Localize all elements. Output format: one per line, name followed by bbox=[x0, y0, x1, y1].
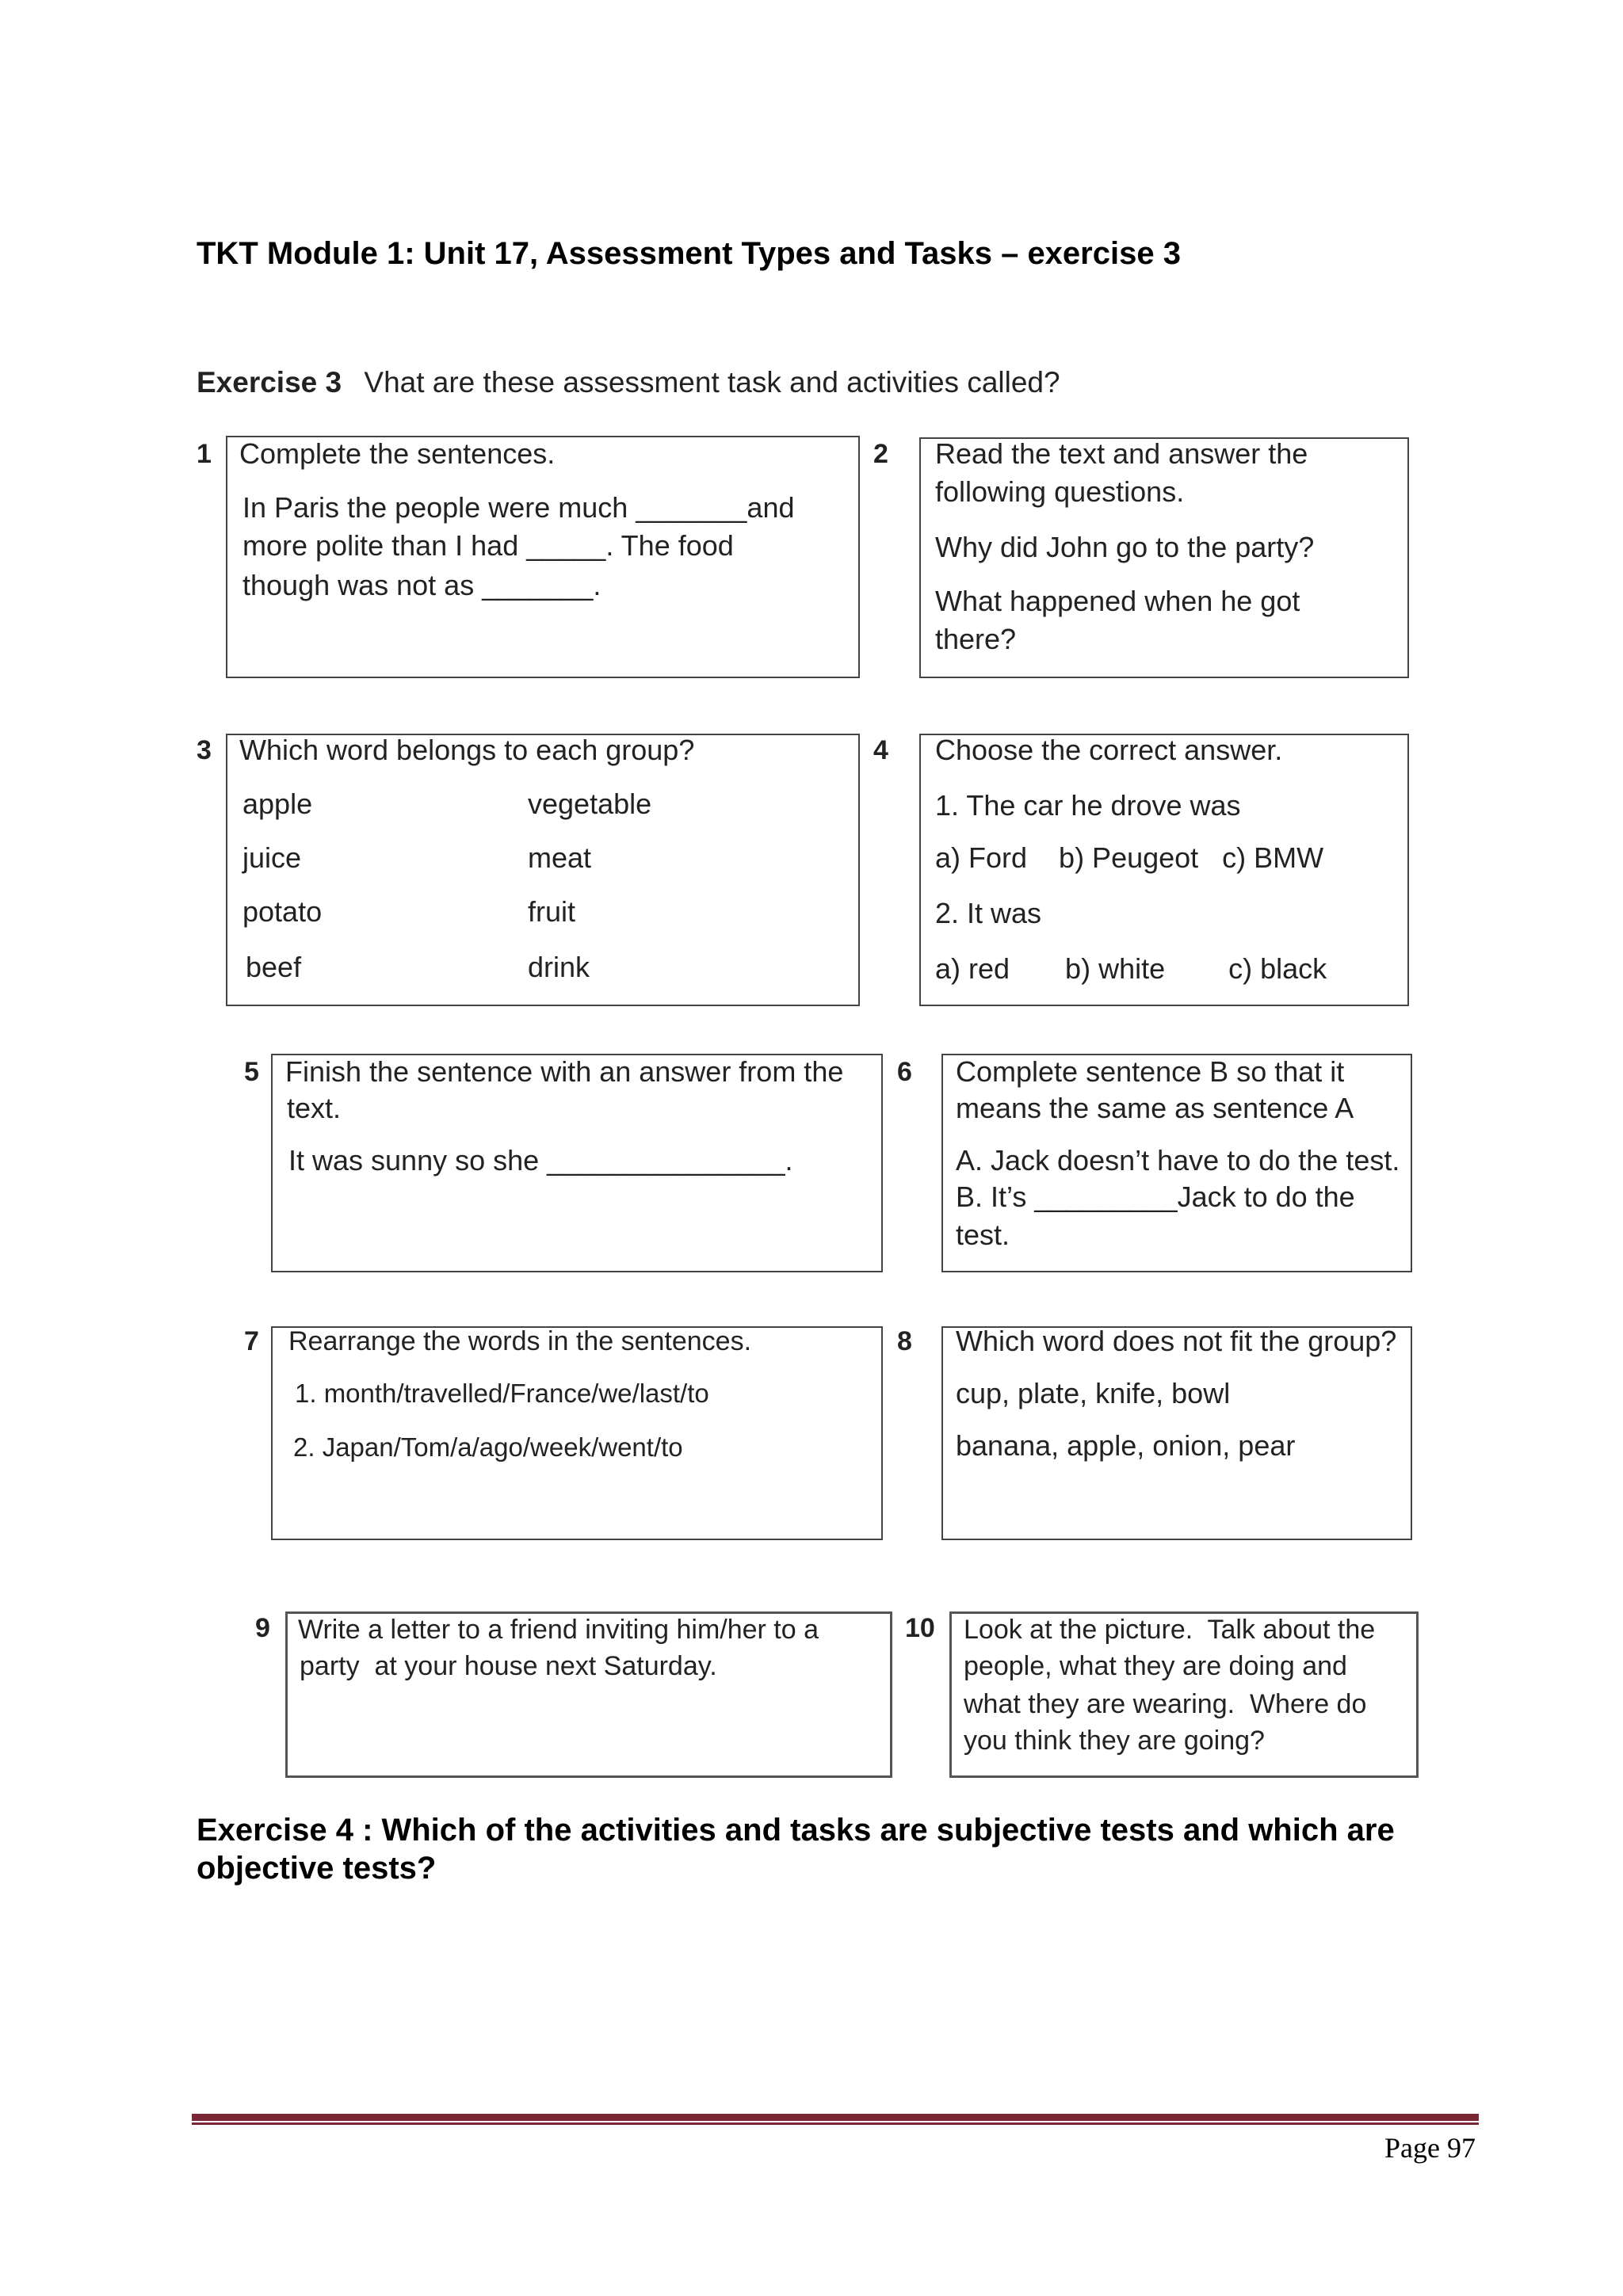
item-number: 1 bbox=[197, 439, 212, 469]
item-number: 7 bbox=[244, 1326, 259, 1356]
word-right: meat bbox=[528, 841, 592, 874]
exercise-4-line-2: objective tests? bbox=[197, 1851, 437, 1886]
page-title: TKT Module 1: Unit 17, Assessment Types and Tasks – exercise 3 bbox=[197, 236, 1181, 271]
exercise-3-question: Vhat are these assessment task and activities called? bbox=[364, 366, 1060, 399]
task-line: text. bbox=[287, 1092, 342, 1124]
task-line: Finish the sentence with an answer from the bbox=[285, 1055, 844, 1088]
item-number: 5 bbox=[244, 1057, 259, 1087]
exercise-3-label: Exercise 3 bbox=[197, 366, 342, 399]
task-line: 1. The car he drove was bbox=[935, 789, 1241, 822]
task-line: test. bbox=[956, 1219, 1010, 1251]
task-line: It was sunny so she _______________. bbox=[288, 1144, 793, 1177]
task-line: Which word belongs to each group? bbox=[239, 734, 695, 766]
word-left: potato bbox=[242, 895, 323, 928]
footer-rule bbox=[192, 2114, 1479, 2121]
item-number: 8 bbox=[897, 1326, 912, 1356]
page-number: Page 97 bbox=[1384, 2132, 1476, 2164]
word-right: vegetable bbox=[528, 788, 652, 820]
task-line: you think they are going? bbox=[964, 1726, 1265, 1756]
word-left: beef bbox=[246, 951, 302, 983]
task-line: party at your house next Saturday. bbox=[300, 1651, 717, 1681]
task-line: Choose the correct answer. bbox=[935, 734, 1283, 766]
task-line: 1. month/travelled/France/we/last/to bbox=[295, 1379, 709, 1408]
word-right: drink bbox=[528, 951, 590, 983]
task-line: Rearrange the words in the sentences. bbox=[288, 1326, 752, 1356]
task-line: more polite than I had _____. The food bbox=[242, 529, 734, 562]
task-line: What happened when he got bbox=[935, 585, 1300, 617]
task-line: B. It’s _________Jack to do the bbox=[956, 1180, 1355, 1213]
task-line: Read the text and answer the bbox=[935, 437, 1308, 470]
task-line: 2. It was bbox=[935, 897, 1042, 929]
task-line: Which word does not fit the group? bbox=[956, 1325, 1397, 1357]
task-line: Complete sentence B so that it bbox=[956, 1055, 1345, 1088]
task-line: A. Jack doesn’t have to do the test. bbox=[956, 1144, 1400, 1177]
item-number: 10 bbox=[905, 1613, 935, 1643]
task-line: banana, apple, onion, pear bbox=[956, 1429, 1296, 1462]
task-line: following questions. bbox=[935, 475, 1185, 508]
task-line: cup, plate, knife, bowl bbox=[956, 1377, 1231, 1409]
task-line: what they are wearing. Where do bbox=[964, 1689, 1367, 1719]
task-line: though was not as _______. bbox=[242, 569, 601, 601]
task-line: Why did John go to the party? bbox=[935, 531, 1315, 563]
task-line: a) red b) white c) black bbox=[935, 952, 1327, 985]
task-line: Look at the picture. Talk about the bbox=[964, 1615, 1376, 1645]
exercise-3-intro bbox=[197, 366, 1060, 399]
word-left: apple bbox=[242, 788, 313, 820]
task-line: Write a letter to a friend inviting him/her to a bbox=[298, 1615, 819, 1645]
word-left: juice bbox=[242, 841, 302, 874]
task-line: people, what they are doing and bbox=[964, 1651, 1347, 1681]
task-line: In Paris the people were much _______and bbox=[242, 491, 795, 524]
item-number: 4 bbox=[873, 735, 888, 765]
task-line: Complete the sentences. bbox=[239, 437, 556, 470]
item-number: 2 bbox=[873, 439, 888, 469]
item-number: 9 bbox=[255, 1613, 270, 1643]
task-line: 2. Japan/Tom/a/ago/week/went/to bbox=[293, 1432, 683, 1462]
footer-rule-thin bbox=[192, 2122, 1479, 2125]
word-right: fruit bbox=[528, 895, 576, 928]
task-line: a) Ford b) Peugeot c) BMW bbox=[935, 841, 1324, 874]
task-line: means the same as sentence A bbox=[956, 1092, 1354, 1124]
exercise-4-question bbox=[197, 1811, 1395, 1887]
exercise-4-line-1: Exercise 4 : Which of the activities and tasks are subjective tests and which are bbox=[197, 1813, 1395, 1848]
task-line: there? bbox=[935, 623, 1017, 655]
item-number: 6 bbox=[897, 1057, 912, 1087]
item-number: 3 bbox=[197, 735, 212, 765]
